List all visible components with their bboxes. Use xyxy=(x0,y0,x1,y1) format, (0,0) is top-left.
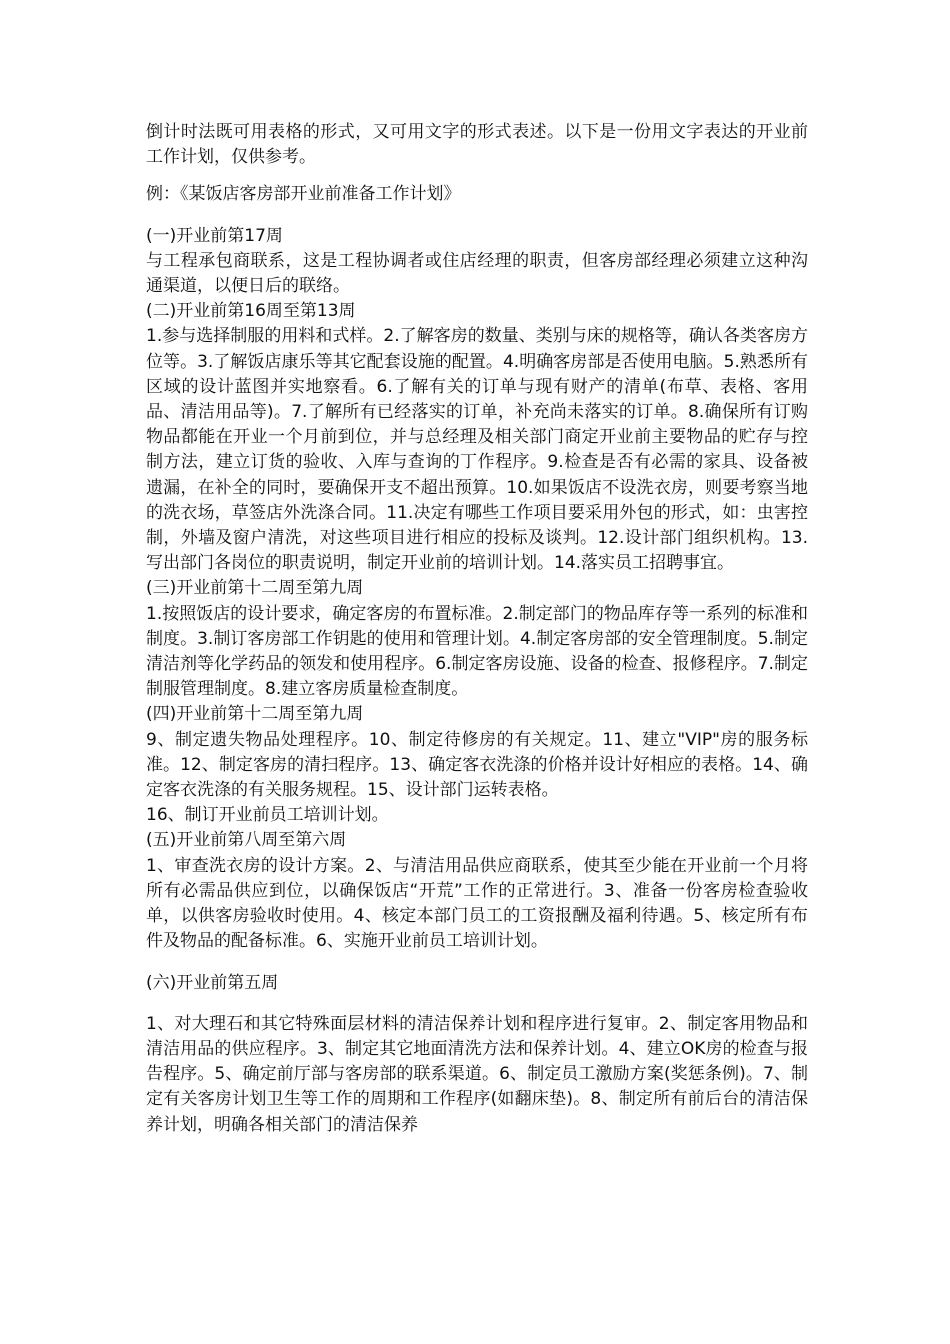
section-5-body: 1、审查洗衣房的设计方案。2、与清洁用品供应商联系，使其至少能在开业前一个月将所有必需品供应到位，以确保饭店“开荒”工作的正常进行。3、准备一份客房检查验收单，以供客房验收时使用。4、核定本部门员工的工资报酬及福利待遇。5、核定所有布件及物品的配备标准。6、实施开业前员工培训计划。 xyxy=(146,855,808,952)
example-title: 例：《某饭店客房部开业前准备工作计划》 xyxy=(146,184,461,205)
section-1-heading: (一)开业前第17周 xyxy=(146,225,283,246)
section-2-heading: (二)开业前第16周至第13周 xyxy=(146,301,356,322)
section-4-heading: (四)开业前第十二周至第九周 xyxy=(146,704,364,725)
intro-paragraph: 倒计时法既可用表格的形式，又可用文字的形式表述。以下是一份用文字表达的开业前工作计划，仅供参考。 xyxy=(146,122,808,168)
section-6-heading: (六)开业前第五周 xyxy=(146,972,279,993)
section-5-heading: (五)开业前第八周至第六周 xyxy=(146,830,347,851)
section-4-body: 9、制定遗失物品处理程序。10、制定待修房的有关规定。11、建立"VIP"房的服务标准。12、制定客房的清扫程序。13、确定客衣洗涤的价格并设计好相应的表格。14、确定客衣洗涤的有关服务规程。15、设计部门运转表格。 xyxy=(146,729,808,801)
section-1-body: 与工程承包商联系，这是工程协调者或住店经理的职责，但客房部经理必须建立这种沟通渠道，以便日后的联络。 xyxy=(146,250,808,297)
section-6-body: 1、对大理石和其它特殊面层材料的清洁保养计划和程序进行复审。2、制定客用物品和清洁用品的供应程序。3、制定其它地面清洗方法和保养计划。4、建立OK房的检查与报告程序。5、确定前厅部与客房部的联系渠道。6、制定员工激励方案(奖惩条例)。7、制定有关客房计划卫生等工作的周期和工作程序(如翻床垫)。8、制定所有前后台的清洁保养计划，明确各相关部门的清洁保养 xyxy=(146,1013,808,1135)
section-4-body-continued: 16、制订开业前员工培训计划。 xyxy=(146,805,389,826)
section-2-body: 1.参与选择制服的用料和式样。2.了解客房的数量、类别与床的规格等，确认各类客房方位等。3.了解饭店康乐等其它配套设施的配置。4.明确客房部是否使用电脑。5.熟悉所有区域的设计蓝图并实地察看。6.了解有关的订单与现有财产的清单(布草、表格、客用品、清洁用品等)。7.了解所有已经落实的订单，补充尚未落实的订单。8.确保所有订购物品都能在开业一个月前到位，并与总经理及相关部门商定开业前主要物品的贮存与控制方法，建立订货的验收、入库与查询的丁作程序。9.检查是否有必需的家具、设备被遗漏，在补全的同时，要确保开支不超出预算。10.如果饭店不设洗衣房，则要考察当地的洗衣场，草签店外洗涤合同。11.决定有哪些工作项目要采用外包的形式，如：虫害控制，外墙及窗户清洗，对这些项目进行相应的投标及谈判。12.设计部门组织机构。13.写出部门各岗位的职责说明，制定开业前的培训计划。14.落实员工招聘事宜。 xyxy=(146,326,808,574)
document-page xyxy=(146,120,808,1138)
section-3-heading: (三)开业前第十二周至第九周 xyxy=(146,578,364,599)
section-3-body: 1.按照饭店的设计要求，确定客房的布置标准。2.制定部门的物品库存等一系列的标准和制度。3.制订客房部工作钥匙的使用和管理计划。4.制定客房部的安全管理制度。5.制定清洁剂等化学药品的领发和使用程序。6.制定客房设施、设备的检查、报修程序。7.制定制服管理制度。8.建立客房质量检查制度。 xyxy=(146,603,808,700)
